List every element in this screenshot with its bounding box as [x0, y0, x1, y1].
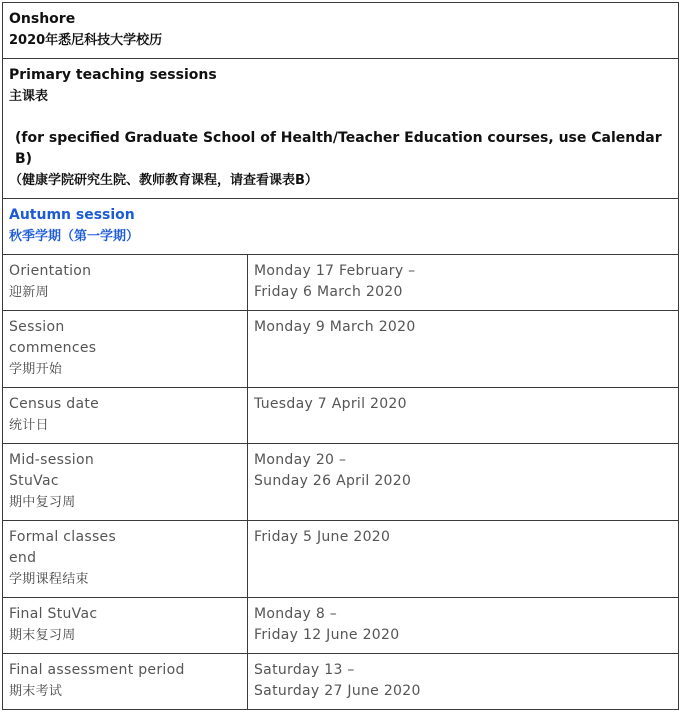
- session-heading-cell: [3, 199, 679, 255]
- event-date-line: Monday 20 –: [254, 452, 347, 468]
- event-label-cn: 学期课程结束: [9, 572, 89, 587]
- event-label-cn: 迎新周: [9, 285, 49, 300]
- event-label-cell: [3, 444, 248, 521]
- event-label-cell: [3, 521, 248, 598]
- academic-calendar-table: [2, 2, 679, 710]
- event-label-en: Final StuVac: [9, 606, 98, 622]
- table-row: [3, 311, 679, 388]
- event-label-cell: [3, 255, 248, 311]
- event-date-line: Friday 6 March 2020: [254, 284, 403, 300]
- header-cell: [3, 3, 679, 59]
- event-date-cell: [248, 255, 679, 311]
- spacer: [9, 107, 672, 128]
- primary-title-cn: 主课表: [9, 89, 49, 104]
- event-label-cell: [3, 654, 248, 710]
- primary-note-en: (for specified Graduate School of Health/Teacher Education courses, use Calendar B): [15, 130, 662, 167]
- event-label-en: Session: [9, 319, 65, 335]
- event-date-cell: [248, 388, 679, 444]
- event-date-line: Sunday 26 April 2020: [254, 473, 412, 489]
- table-row: [3, 598, 679, 654]
- event-label-en: Census date: [9, 396, 100, 412]
- primary-sessions-row: [3, 59, 679, 199]
- header-title-cn: 2020年悉尼科技大学校历: [9, 33, 163, 48]
- event-date-line: Monday 9 March 2020: [254, 319, 416, 335]
- event-label-en: end: [9, 550, 37, 566]
- event-label-en: Final assessment period: [9, 662, 185, 678]
- event-date-line: Monday 17 February –: [254, 263, 416, 279]
- primary-title-en: Primary teaching sessions: [9, 67, 217, 83]
- event-date-cell: [248, 444, 679, 521]
- event-label-cn: 期中复习周: [9, 495, 76, 510]
- event-label-cell: [3, 598, 248, 654]
- event-label-en: commences: [9, 340, 97, 356]
- event-label-en: Orientation: [9, 263, 92, 279]
- event-label-en: Formal classes: [9, 529, 117, 545]
- primary-note-cn: （健康学院研究生院、教师教育课程，请查看课表B）: [9, 173, 318, 188]
- event-label-en: Mid-session: [9, 452, 95, 468]
- header-row: [3, 3, 679, 59]
- table-row: [3, 255, 679, 311]
- event-date-line: Saturday 13 –: [254, 662, 355, 678]
- table-row: [3, 444, 679, 521]
- event-date-line: Friday 12 June 2020: [254, 627, 400, 643]
- event-date-cell: [248, 654, 679, 710]
- date-rows: [3, 255, 679, 710]
- event-label-cn: 统计日: [9, 418, 49, 433]
- event-date-line: Friday 5 June 2020: [254, 529, 391, 545]
- event-label-cn: 学期开始: [9, 362, 63, 377]
- table-row: [3, 521, 679, 598]
- event-date-cell: [248, 598, 679, 654]
- primary-sessions-cell: [3, 59, 679, 199]
- event-date-line: Tuesday 7 April 2020: [254, 396, 407, 412]
- session-heading-row: [3, 199, 679, 255]
- header-title-en: Onshore: [9, 11, 76, 27]
- table-row: [3, 654, 679, 710]
- event-date-line: Saturday 27 June 2020: [254, 683, 421, 699]
- event-date-line: Monday 8 –: [254, 606, 338, 622]
- event-date-cell: [248, 521, 679, 598]
- event-date-cell: [248, 311, 679, 388]
- event-label-cn: 期末考试: [9, 684, 63, 699]
- event-label-en: StuVac: [9, 473, 59, 489]
- session-title-cn: 秋季学期（第一学期）: [9, 229, 140, 244]
- event-label-cell: [3, 388, 248, 444]
- table-row: [3, 388, 679, 444]
- event-label-cn: 期末复习周: [9, 628, 76, 643]
- event-label-cell: [3, 311, 248, 388]
- session-title-en: Autumn session: [9, 207, 135, 223]
